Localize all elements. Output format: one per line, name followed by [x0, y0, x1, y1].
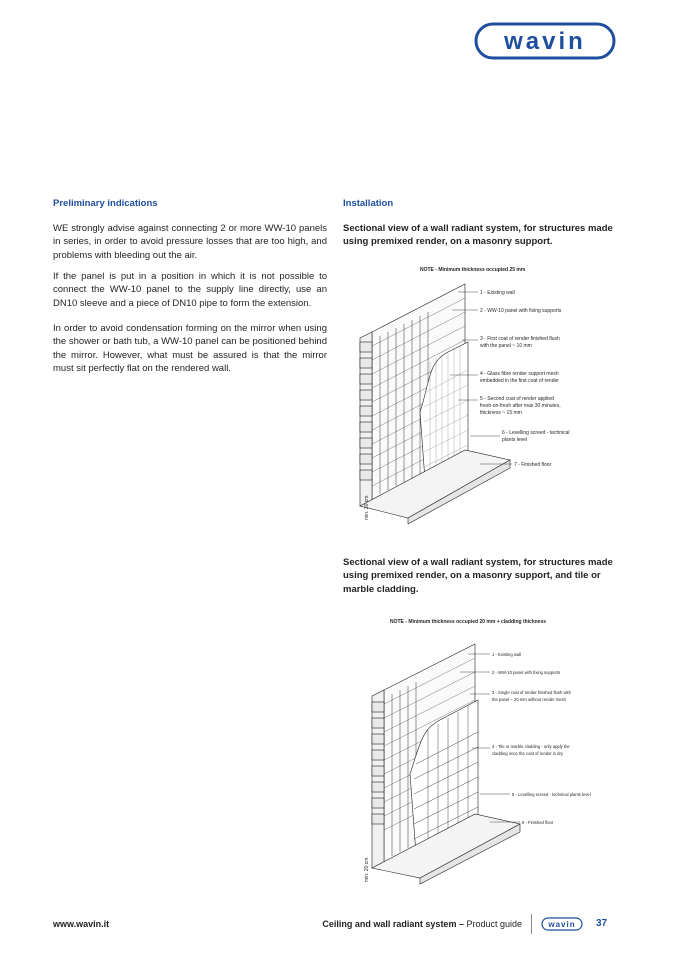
- footer-title: [322, 919, 522, 929]
- paragraph-1: WE strongly advise against connecting 2 or more WW-10 panels in series, in order to avoid pressure losses that are too high, and problems with bleeding out the air.: [53, 223, 327, 261]
- footer-title-rest: Product guide: [463, 919, 522, 929]
- wall-section-figure-2: [350, 614, 620, 886]
- fig1-label-4b: embedded in the first coat of render: [480, 378, 559, 384]
- fig1-dimension: min. 20 cm: [364, 495, 370, 520]
- fig1-label-7: 7 - Finished floor: [514, 462, 552, 468]
- installation-title: Installation: [343, 198, 394, 209]
- fig1-label-2: 2 - WW-10 panel with fixing supports: [480, 308, 562, 314]
- fig1-label-5c: thickness ~ 15 mm: [480, 410, 522, 416]
- figure2-note: NOTE - Minimum thickness occupied 20 mm + cladding thickness: [390, 619, 547, 625]
- fig1-label-4: 4 - Glass fibre render support mesh: [480, 371, 559, 377]
- svg-text:wavin: wavin: [548, 920, 576, 929]
- figure1-caption: Sectional view of a wall radiant system, for structures made using premixed render, on a masonry support.: [343, 223, 613, 248]
- figure1-note: NOTE - Minimum thickness occupied 25 mm: [420, 267, 526, 273]
- fig1-label-3b: with the panel ~ 10 mm: [480, 343, 532, 349]
- fig1-label-5b: fresh-on-fresh after max 30 minutes,: [480, 403, 561, 409]
- fig2-label-2: 2 - WW-10 panel with fixing supports: [492, 670, 561, 675]
- page-number: 37: [596, 918, 608, 929]
- paragraph-2: If the panel is put in a position in which it is not possible to connect the WW-10 panel to the supply line directly, use an DN10 sleeve and a piece of DN10 pipe to form the extension.: [53, 271, 327, 309]
- wall-section-figure-1: [350, 262, 620, 524]
- fig2-label-3: 3 - Single coat of render finished flush with: [492, 690, 571, 695]
- footer-wavin-logo: [541, 917, 583, 931]
- fig2-label-5: 5 - Levelling screed - technical plants level: [512, 792, 591, 797]
- fig1-label-5: 5 - Second coat of render applied: [480, 396, 554, 402]
- fig2-dimension: min. 20 cm: [364, 857, 370, 882]
- fig2-label-4b: cladding once the coat of render is dry: [492, 751, 563, 756]
- footer-title-bold: Ceiling and wall radiant system –: [322, 919, 464, 929]
- svg-text:wavin: wavin: [504, 28, 586, 55]
- fig1-label-3: 3 - First coat of render finished flush: [480, 336, 560, 342]
- fig1-label-1: 1 - Existing wall: [480, 290, 515, 296]
- fig2-label-6: 6 - Finished floor: [522, 820, 554, 825]
- fig2-label-4: 4 - Tile or marble cladding - only apply the: [492, 744, 570, 749]
- paragraph-3: In order to avoid condensation forming on the mirror when using the shower or bath tub, a WW-10 panel can be positioned behind the mirror. However, what must be assured is that the mirror must sit perfectly flat on the rendered wall.: [53, 323, 327, 375]
- footer-url[interactable]: www.wavin.it: [53, 919, 110, 929]
- fig2-label-1: 1 - Existing wall: [492, 652, 522, 657]
- preliminary-title: Preliminary indications: [53, 198, 158, 209]
- fig1-label-6: 6 - Levelling screed - technical: [502, 430, 570, 436]
- fig1-label-6b: plants level: [502, 437, 528, 443]
- fig2-label-3b: the panel ~ 20 mm without render mesh: [492, 697, 566, 702]
- wavin-logo: [474, 22, 616, 60]
- figure2-caption: Sectional view of a wall radiant system, for structures made using premixed render, on a masonry support, and tile or marble cladding.: [343, 557, 613, 595]
- footer-divider: [531, 914, 532, 934]
